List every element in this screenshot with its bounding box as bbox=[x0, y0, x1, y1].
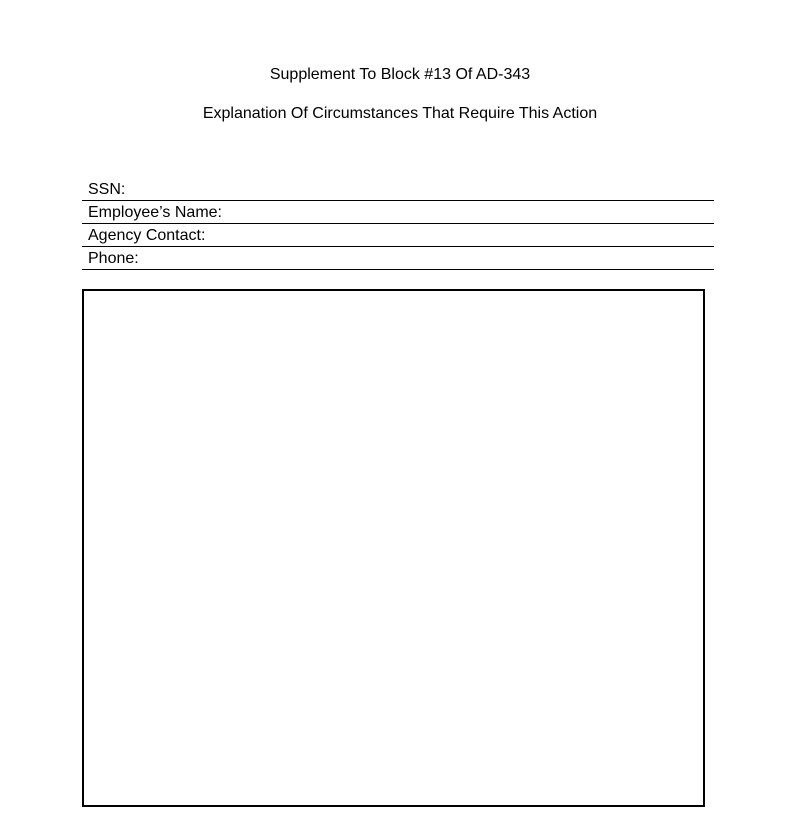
agency-contact-label: Agency Contact: bbox=[88, 227, 206, 244]
ssn-label: SSN: bbox=[88, 181, 126, 198]
employee-name-label: Employee’s Name: bbox=[88, 204, 222, 221]
document-title: Supplement To Block #13 Of AD-343 bbox=[269, 66, 531, 83]
phone-field[interactable] bbox=[82, 248, 714, 270]
document-subtitle: Explanation Of Circumstances That Require This Action bbox=[202, 105, 598, 122]
ssn-field[interactable] bbox=[82, 179, 714, 201]
phone-label: Phone: bbox=[88, 250, 139, 267]
explanation-text-area[interactable] bbox=[82, 289, 705, 807]
agency-contact-field[interactable] bbox=[82, 225, 714, 247]
employee-info-fields bbox=[82, 179, 714, 271]
employee-name-field[interactable] bbox=[82, 202, 714, 224]
